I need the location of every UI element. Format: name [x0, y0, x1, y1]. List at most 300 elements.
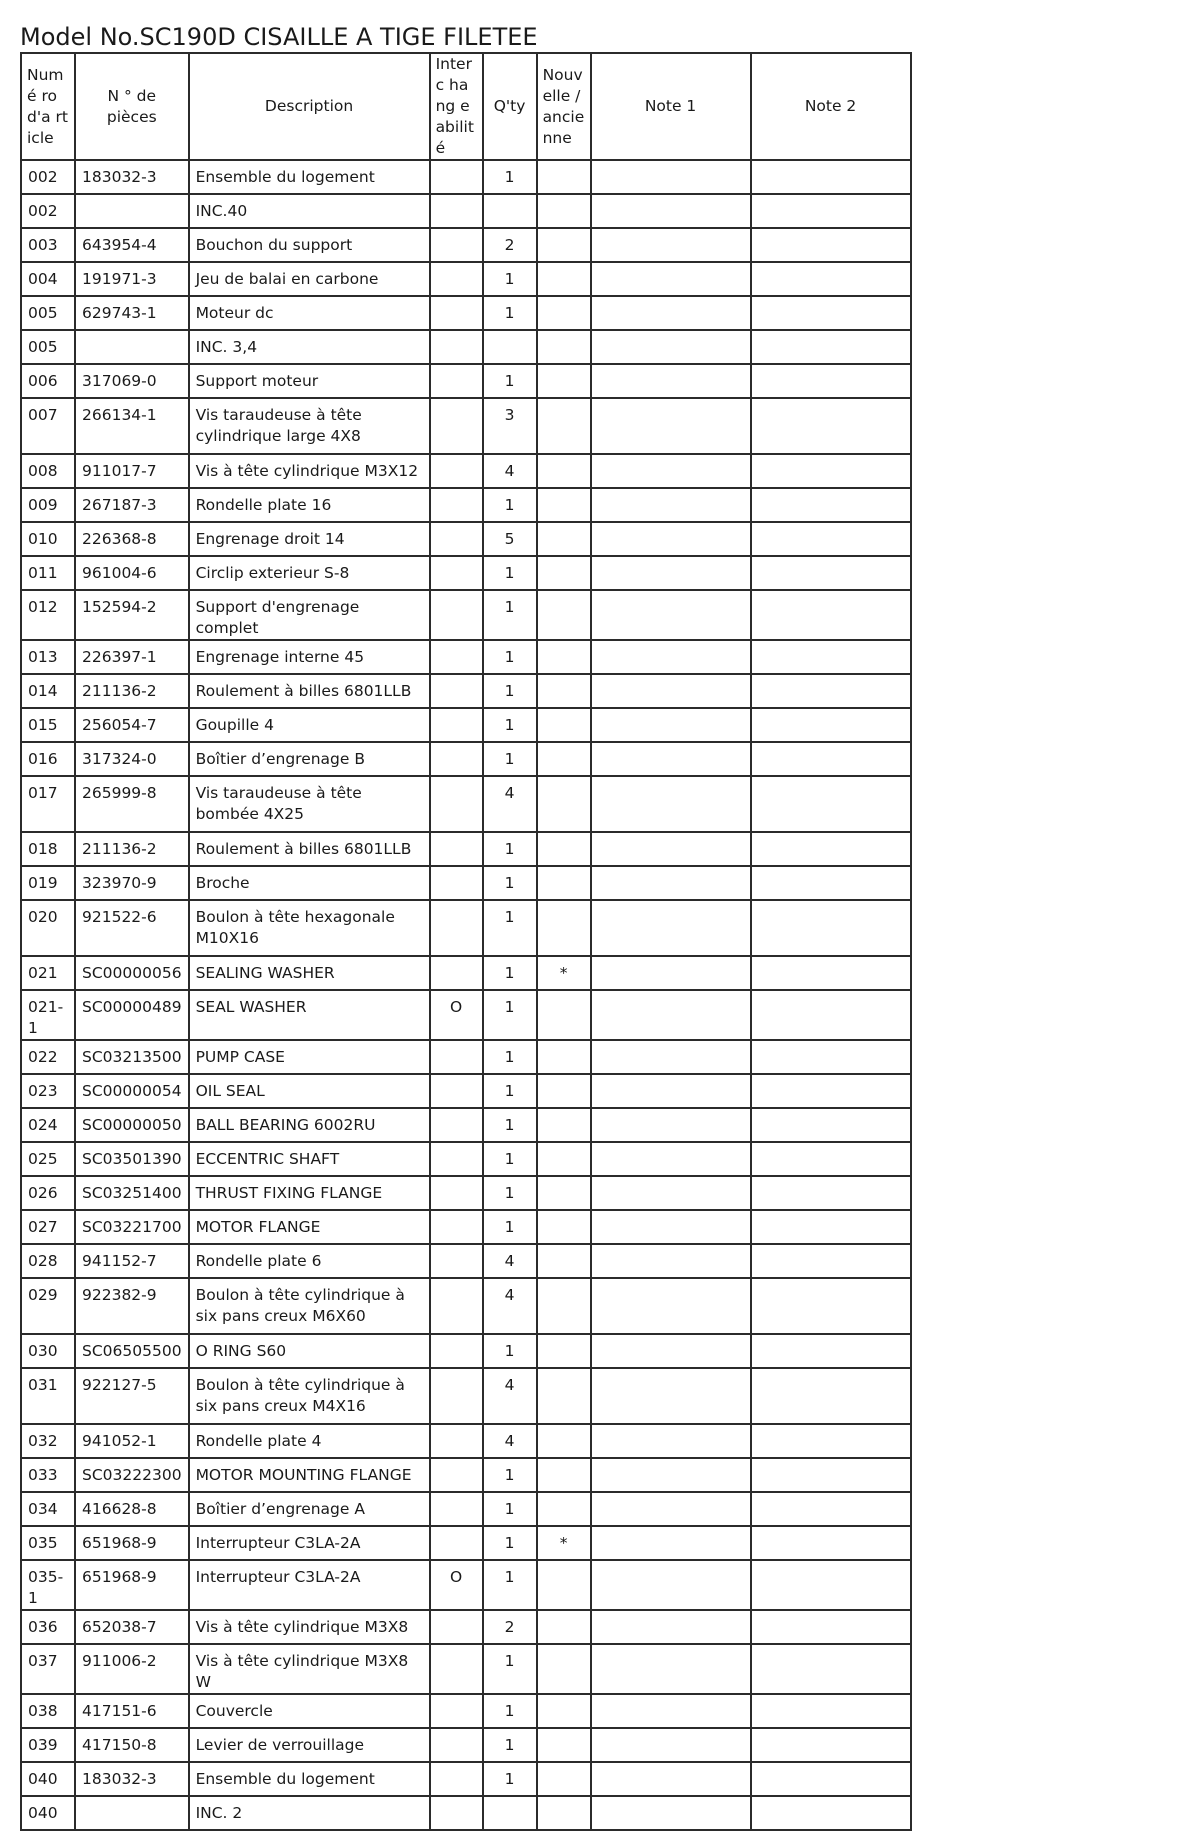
cell-new-old — [537, 776, 591, 832]
table-row — [21, 454, 911, 488]
cell-new-old — [537, 1458, 591, 1492]
cell-description: Jeu de balai en carbone — [189, 262, 430, 296]
cell-part-number: SC03222300 — [75, 1458, 189, 1492]
cell-part-number: 941152-7 — [75, 1244, 189, 1278]
col-header-interchangeability: Interc hang eabilit é — [430, 53, 483, 160]
cell-new-old — [537, 1694, 591, 1728]
cell-item-number: 015 — [21, 708, 75, 742]
cell-note-2 — [751, 1610, 911, 1644]
cell-new-old: * — [537, 1526, 591, 1560]
cell-description: THRUST FIXING FLANGE — [189, 1176, 430, 1210]
cell-part-number: 152594-2 — [75, 590, 189, 640]
cell-description: INC. 3,4 — [189, 330, 430, 364]
cell-item-number: 039 — [21, 1728, 75, 1762]
cell-interchangeability — [430, 590, 483, 640]
table-row — [21, 1492, 911, 1526]
cell-note-2 — [751, 262, 911, 296]
cell-note-2 — [751, 674, 911, 708]
cell-part-number: SC00000054 — [75, 1074, 189, 1108]
table-row — [21, 742, 911, 776]
cell-description: Rondelle plate 6 — [189, 1244, 430, 1278]
cell-quantity: 1 — [483, 364, 537, 398]
table-row — [21, 398, 911, 454]
cell-part-number: 911006-2 — [75, 1644, 189, 1694]
cell-part-number: 211136-2 — [75, 832, 189, 866]
cell-interchangeability — [430, 454, 483, 488]
cell-quantity: 1 — [483, 708, 537, 742]
cell-item-number: 025 — [21, 1142, 75, 1176]
cell-note-1 — [591, 1526, 751, 1560]
cell-note-2 — [751, 1368, 911, 1424]
cell-quantity: 4 — [483, 1368, 537, 1424]
cell-description: Vis à tête cylindrique M3X12 — [189, 454, 430, 488]
cell-part-number: 922127-5 — [75, 1368, 189, 1424]
table-row — [21, 194, 911, 228]
table-row — [21, 330, 911, 364]
cell-note-1 — [591, 1244, 751, 1278]
table-row — [21, 776, 911, 832]
cell-quantity — [483, 194, 537, 228]
table-row — [21, 1040, 911, 1074]
cell-description: Moteur dc — [189, 296, 430, 330]
cell-item-number: 003 — [21, 228, 75, 262]
cell-part-number: 911017-7 — [75, 454, 189, 488]
cell-quantity: 1 — [483, 674, 537, 708]
cell-interchangeability — [430, 160, 483, 194]
table-row — [21, 1762, 911, 1796]
cell-item-number: 014 — [21, 674, 75, 708]
cell-note-1 — [591, 1334, 751, 1368]
cell-description: Boîtier d’engrenage B — [189, 742, 430, 776]
cell-quantity: 1 — [483, 1644, 537, 1694]
cell-new-old — [537, 194, 591, 228]
cell-item-number: 009 — [21, 488, 75, 522]
table-row — [21, 1176, 911, 1210]
table-row — [21, 1210, 911, 1244]
cell-part-number: SC00000050 — [75, 1108, 189, 1142]
cell-item-number: 024 — [21, 1108, 75, 1142]
cell-quantity: 1 — [483, 956, 537, 990]
cell-description: Circlip exterieur S-8 — [189, 556, 430, 590]
cell-interchangeability — [430, 1458, 483, 1492]
cell-part-number: 191971-3 — [75, 262, 189, 296]
cell-new-old — [537, 330, 591, 364]
cell-description: Vis taraudeuse à tête cylindrique large 4X8 — [189, 398, 430, 454]
cell-part-number: 961004-6 — [75, 556, 189, 590]
cell-item-number: 006 — [21, 364, 75, 398]
cell-note-2 — [751, 1334, 911, 1368]
cell-quantity: 1 — [483, 832, 537, 866]
cell-note-1 — [591, 1108, 751, 1142]
col-header-item-number: Numé ro d'a rticle — [21, 53, 75, 160]
col-header-description: Description — [189, 53, 430, 160]
cell-item-number: 020 — [21, 900, 75, 956]
col-header-quantity: Q'ty — [483, 53, 537, 160]
cell-description: Boulon à tête cylindrique à six pans creux M4X16 — [189, 1368, 430, 1424]
cell-quantity: 4 — [483, 776, 537, 832]
cell-description: ECCENTRIC SHAFT — [189, 1142, 430, 1176]
cell-new-old — [537, 1108, 591, 1142]
cell-description: MOTOR FLANGE — [189, 1210, 430, 1244]
table-row — [21, 1424, 911, 1458]
cell-item-number: 040 — [21, 1762, 75, 1796]
cell-note-2 — [751, 194, 911, 228]
table-row — [21, 1644, 911, 1694]
table-row — [21, 956, 911, 990]
cell-description: Vis à tête cylindrique M3X8 W — [189, 1644, 430, 1694]
cell-new-old — [537, 900, 591, 956]
cell-part-number: SC03251400 — [75, 1176, 189, 1210]
cell-interchangeability — [430, 1108, 483, 1142]
cell-interchangeability: O — [430, 990, 483, 1040]
cell-item-number: 011 — [21, 556, 75, 590]
cell-interchangeability — [430, 1694, 483, 1728]
cell-new-old — [537, 674, 591, 708]
cell-description: Bouchon du support — [189, 228, 430, 262]
cell-note-1 — [591, 776, 751, 832]
cell-note-1 — [591, 1796, 751, 1830]
cell-quantity: 1 — [483, 160, 537, 194]
cell-note-1 — [591, 1728, 751, 1762]
cell-interchangeability — [430, 708, 483, 742]
cell-part-number: 183032-3 — [75, 1762, 189, 1796]
cell-note-2 — [751, 1694, 911, 1728]
cell-item-number: 037 — [21, 1644, 75, 1694]
cell-new-old — [537, 1368, 591, 1424]
table-row — [21, 1796, 911, 1830]
cell-new-old: * — [537, 956, 591, 990]
cell-interchangeability — [430, 1244, 483, 1278]
cell-new-old — [537, 522, 591, 556]
cell-interchangeability — [430, 262, 483, 296]
cell-description: Vis taraudeuse à tête bombée 4X25 — [189, 776, 430, 832]
cell-note-1 — [591, 228, 751, 262]
cell-item-number: 004 — [21, 262, 75, 296]
table-row — [21, 160, 911, 194]
cell-note-2 — [751, 398, 911, 454]
cell-note-1 — [591, 398, 751, 454]
cell-note-2 — [751, 1176, 911, 1210]
cell-item-number: 007 — [21, 398, 75, 454]
cell-note-2 — [751, 296, 911, 330]
cell-new-old — [537, 1424, 591, 1458]
cell-item-number: 034 — [21, 1492, 75, 1526]
cell-interchangeability — [430, 674, 483, 708]
table-row — [21, 1458, 911, 1492]
cell-description: Couvercle — [189, 1694, 430, 1728]
cell-note-1 — [591, 1610, 751, 1644]
cell-part-number: 416628-8 — [75, 1492, 189, 1526]
cell-part-number: SC03213500 — [75, 1040, 189, 1074]
table-row — [21, 262, 911, 296]
cell-new-old — [537, 228, 591, 262]
cell-part-number: 317069-0 — [75, 364, 189, 398]
cell-interchangeability — [430, 556, 483, 590]
cell-note-1 — [591, 454, 751, 488]
cell-description: Boulon à tête hexagonale M10X16 — [189, 900, 430, 956]
cell-item-number: 022 — [21, 1040, 75, 1074]
cell-quantity: 4 — [483, 1424, 537, 1458]
cell-description: INC.40 — [189, 194, 430, 228]
cell-interchangeability — [430, 640, 483, 674]
cell-interchangeability — [430, 330, 483, 364]
cell-note-1 — [591, 364, 751, 398]
cell-note-2 — [751, 1424, 911, 1458]
col-header-part-number: N ° de pièces — [75, 53, 189, 160]
cell-description: Roulement à billes 6801LLB — [189, 832, 430, 866]
cell-note-2 — [751, 454, 911, 488]
cell-description: Interrupteur C3LA-2A — [189, 1526, 430, 1560]
cell-description: Rondelle plate 16 — [189, 488, 430, 522]
cell-new-old — [537, 1278, 591, 1334]
table-header-row — [21, 53, 911, 160]
cell-description: Support d'engrenage complet — [189, 590, 430, 640]
cell-note-2 — [751, 640, 911, 674]
col-header-new-old: Nouv elle / ancie nne — [537, 53, 591, 160]
cell-description: SEAL WASHER — [189, 990, 430, 1040]
cell-part-number: 417150-8 — [75, 1728, 189, 1762]
parts-table-body — [21, 160, 911, 1830]
cell-description: INC. 2 — [189, 1796, 430, 1830]
cell-new-old — [537, 640, 591, 674]
cell-description: Rondelle plate 4 — [189, 1424, 430, 1458]
cell-note-2 — [751, 1492, 911, 1526]
cell-description: Boulon à tête cylindrique à six pans creux M6X60 — [189, 1278, 430, 1334]
cell-interchangeability — [430, 956, 483, 990]
cell-note-2 — [751, 1762, 911, 1796]
cell-note-2 — [751, 990, 911, 1040]
cell-new-old — [537, 1644, 591, 1694]
cell-item-number: 008 — [21, 454, 75, 488]
cell-new-old — [537, 832, 591, 866]
cell-quantity: 1 — [483, 1210, 537, 1244]
cell-part-number: 941052-1 — [75, 1424, 189, 1458]
cell-interchangeability — [430, 522, 483, 556]
cell-part-number: 317324-0 — [75, 742, 189, 776]
cell-item-number: 013 — [21, 640, 75, 674]
cell-description: Levier de verrouillage — [189, 1728, 430, 1762]
cell-quantity: 1 — [483, 1762, 537, 1796]
cell-item-number: 033 — [21, 1458, 75, 1492]
cell-new-old — [537, 1074, 591, 1108]
cell-part-number: 921522-6 — [75, 900, 189, 956]
table-row — [21, 556, 911, 590]
cell-note-1 — [591, 1176, 751, 1210]
cell-quantity: 4 — [483, 454, 537, 488]
cell-note-2 — [751, 1142, 911, 1176]
cell-note-2 — [751, 556, 911, 590]
cell-note-1 — [591, 1424, 751, 1458]
cell-part-number: 652038-7 — [75, 1610, 189, 1644]
cell-note-2 — [751, 522, 911, 556]
cell-quantity: 1 — [483, 1560, 537, 1610]
table-row — [21, 990, 911, 1040]
cell-quantity: 3 — [483, 398, 537, 454]
cell-item-number: 002 — [21, 160, 75, 194]
cell-note-2 — [751, 956, 911, 990]
cell-part-number: 651968-9 — [75, 1526, 189, 1560]
cell-item-number: 035 — [21, 1526, 75, 1560]
cell-note-1 — [591, 262, 751, 296]
cell-note-2 — [751, 160, 911, 194]
table-row — [21, 1334, 911, 1368]
cell-quantity: 1 — [483, 488, 537, 522]
cell-item-number: 012 — [21, 590, 75, 640]
cell-part-number: 629743-1 — [75, 296, 189, 330]
cell-interchangeability — [430, 228, 483, 262]
cell-item-number: 018 — [21, 832, 75, 866]
table-row — [21, 900, 911, 956]
cell-interchangeability — [430, 832, 483, 866]
cell-note-2 — [751, 1244, 911, 1278]
cell-description: Roulement à billes 6801LLB — [189, 674, 430, 708]
cell-new-old — [537, 1762, 591, 1796]
cell-note-2 — [751, 900, 911, 956]
cell-new-old — [537, 398, 591, 454]
cell-new-old — [537, 1334, 591, 1368]
cell-note-2 — [751, 832, 911, 866]
cell-interchangeability — [430, 1142, 483, 1176]
cell-description: BALL BEARING 6002RU — [189, 1108, 430, 1142]
cell-note-2 — [751, 1040, 911, 1074]
cell-interchangeability — [430, 1074, 483, 1108]
cell-quantity: 4 — [483, 1278, 537, 1334]
cell-part-number — [75, 1796, 189, 1830]
table-row — [21, 1526, 911, 1560]
table-row — [21, 674, 911, 708]
cell-note-1 — [591, 1762, 751, 1796]
cell-new-old — [537, 866, 591, 900]
cell-new-old — [537, 556, 591, 590]
cell-note-1 — [591, 556, 751, 590]
table-row — [21, 832, 911, 866]
cell-new-old — [537, 262, 591, 296]
cell-interchangeability — [430, 1610, 483, 1644]
cell-part-number: SC00000056 — [75, 956, 189, 990]
table-row — [21, 296, 911, 330]
col-header-note-1: Note 1 — [591, 53, 751, 160]
cell-interchangeability — [430, 398, 483, 454]
cell-interchangeability — [430, 1492, 483, 1526]
cell-new-old — [537, 1492, 591, 1526]
cell-part-number: 256054-7 — [75, 708, 189, 742]
cell-item-number: 035-1 — [21, 1560, 75, 1610]
cell-note-1 — [591, 900, 751, 956]
table-row — [21, 1610, 911, 1644]
cell-note-2 — [751, 488, 911, 522]
cell-quantity: 4 — [483, 1244, 537, 1278]
cell-item-number: 016 — [21, 742, 75, 776]
cell-quantity: 1 — [483, 296, 537, 330]
cell-part-number: 211136-2 — [75, 674, 189, 708]
cell-description: Broche — [189, 866, 430, 900]
cell-note-2 — [751, 1526, 911, 1560]
cell-new-old — [537, 1610, 591, 1644]
cell-note-1 — [591, 1644, 751, 1694]
cell-interchangeability — [430, 1278, 483, 1334]
cell-note-1 — [591, 1458, 751, 1492]
cell-description: Goupille 4 — [189, 708, 430, 742]
cell-part-number: 922382-9 — [75, 1278, 189, 1334]
cell-description: PUMP CASE — [189, 1040, 430, 1074]
cell-note-1 — [591, 1278, 751, 1334]
cell-item-number: 038 — [21, 1694, 75, 1728]
cell-item-number: 023 — [21, 1074, 75, 1108]
cell-item-number: 019 — [21, 866, 75, 900]
cell-interchangeability — [430, 1176, 483, 1210]
cell-item-number: 030 — [21, 1334, 75, 1368]
cell-note-1 — [591, 522, 751, 556]
cell-interchangeability — [430, 1424, 483, 1458]
cell-description: Interrupteur C3LA-2A — [189, 1560, 430, 1610]
cell-interchangeability — [430, 866, 483, 900]
cell-quantity: 1 — [483, 866, 537, 900]
cell-part-number: 323970-9 — [75, 866, 189, 900]
cell-new-old — [537, 1176, 591, 1210]
cell-quantity: 1 — [483, 1074, 537, 1108]
table-row — [21, 364, 911, 398]
cell-interchangeability — [430, 1526, 483, 1560]
cell-quantity: 1 — [483, 1492, 537, 1526]
cell-new-old — [537, 708, 591, 742]
cell-item-number: 010 — [21, 522, 75, 556]
cell-description: Engrenage droit 14 — [189, 522, 430, 556]
cell-part-number: 643954-4 — [75, 228, 189, 262]
cell-part-number: 226397-1 — [75, 640, 189, 674]
cell-new-old — [537, 1142, 591, 1176]
table-row — [21, 488, 911, 522]
cell-note-2 — [751, 742, 911, 776]
cell-part-number: 266134-1 — [75, 398, 189, 454]
cell-note-2 — [751, 1074, 911, 1108]
document-title: Model No.SC190D CISAILLE A TIGE FILETEE — [20, 23, 538, 51]
cell-note-1 — [591, 832, 751, 866]
cell-quantity: 1 — [483, 1694, 537, 1728]
table-row — [21, 1368, 911, 1424]
cell-note-1 — [591, 590, 751, 640]
cell-quantity: 1 — [483, 1526, 537, 1560]
cell-item-number: 027 — [21, 1210, 75, 1244]
cell-item-number: 002 — [21, 194, 75, 228]
cell-quantity: 1 — [483, 900, 537, 956]
cell-note-1 — [591, 990, 751, 1040]
cell-part-number: SC00000489 — [75, 990, 189, 1040]
cell-part-number: 265999-8 — [75, 776, 189, 832]
cell-note-1 — [591, 640, 751, 674]
cell-note-1 — [591, 1142, 751, 1176]
cell-item-number: 026 — [21, 1176, 75, 1210]
cell-new-old — [537, 160, 591, 194]
cell-note-2 — [751, 228, 911, 262]
cell-item-number: 017 — [21, 776, 75, 832]
cell-part-number: 226368-8 — [75, 522, 189, 556]
cell-new-old — [537, 742, 591, 776]
cell-note-1 — [591, 330, 751, 364]
cell-note-2 — [751, 1796, 911, 1830]
cell-note-1 — [591, 866, 751, 900]
cell-note-2 — [751, 1560, 911, 1610]
cell-interchangeability — [430, 1334, 483, 1368]
col-header-note-2: Note 2 — [751, 53, 911, 160]
cell-note-2 — [751, 364, 911, 398]
cell-quantity: 1 — [483, 1728, 537, 1762]
cell-note-2 — [751, 1210, 911, 1244]
cell-quantity: 1 — [483, 1108, 537, 1142]
cell-note-2 — [751, 708, 911, 742]
table-row — [21, 1244, 911, 1278]
cell-part-number: 183032-3 — [75, 160, 189, 194]
cell-quantity: 1 — [483, 1176, 537, 1210]
